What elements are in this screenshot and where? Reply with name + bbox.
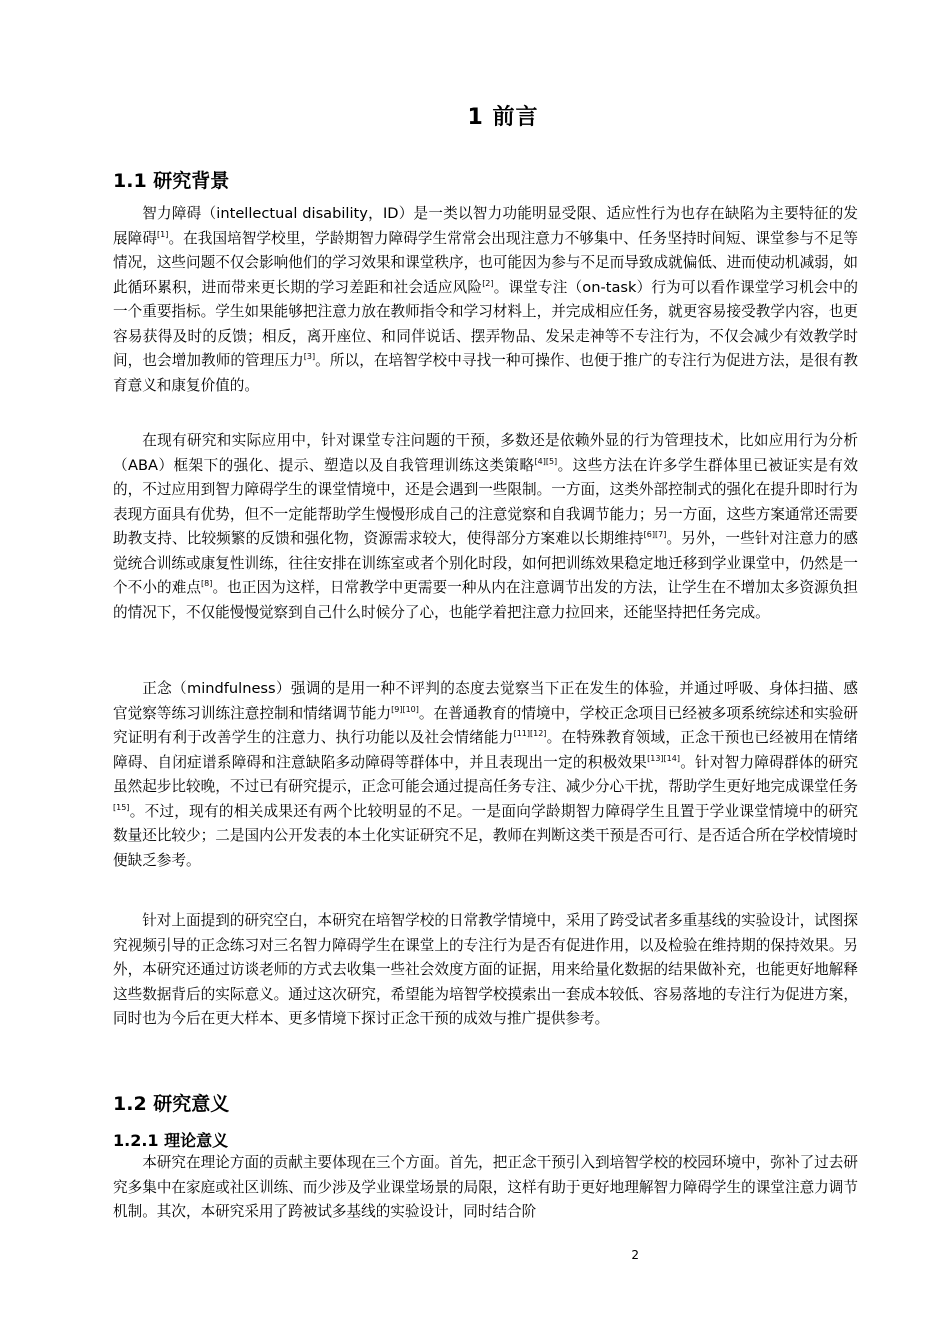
paragraph-text: 智力障碍（intellectual disability，ID）是一类以智力功能明显受限、适应性行为也存在缺陷为主要特征的发展障碍 [113,205,858,247]
paragraph-background-4: 针对上面提到的研究空白，本研究在培智学校的日常教学情境中，采用了跨受试者多重基线的实验设计，试图探究视频引导的正念练习对三名智力障碍学生在课堂上的专注行为是否有促进作用，以及检验在维持期的保持效果。另外，本研究还通过访谈老师的方式去收集一些社会效度方面的证据，用来给量化数据的结果做补充，也能更好地解释这些数据背后的实际意义。通过这次研究，希望能为培智学校摸索出一套成本较低、容易落地的专注行为促进方案，同时也为今后在更大样本、更多情境下探讨正念干预的成效与推广提供参考。 [113,912,858,1027]
citation: [1] [157,229,169,239]
paragraph-text: 。在我国培智学校里，学龄期智力障碍学生常常会出现注意力不够集中、任务坚持时间短、课堂参与不足等情况，这些问题不仅会影响他们的学习效果和课堂秩序，也可能因为参与不足而导致成就偏低、进而使动机减弱，如此循环累积，进而带来更长期的学习差距和社会适应风险 [113,229,858,296]
section-heading-research-background: 1.1 研究背景 [113,170,230,192]
paragraph-text: 。所以，在培智学校中寻找一种可操作、也便于推广的专注行为促进方法，是很有教育意义和康复价值的。 [113,352,858,394]
paragraph-text: 在现有研究和实际应用中，针对课堂专注问题的干预，多数还是依赖外显的行为管理技术，比如应用行为分析（ABA）框架下的强化、提示、塑造以及自我管理训练这类策略 [113,432,858,474]
citation: [8] [201,579,213,589]
paragraph-text: 。不过，现有的相关成果还有两个比较明显的不足。一是面向学龄期智力障碍学生且置于学业课堂情境中的研究数量还比较少；二是国内公开发表的本土化实证研究不足，教师在判断这类干预是否可行、是否适合所在学校情境时便缺乏参考。 [113,802,858,869]
paragraph-text: 。在普通教育的情境中，学校正念项目已经被多项系统综述和实验研究证明有利于改善学生的注意力、执行功能以及社会情绪能力 [113,704,858,746]
citation: [4][5] [534,456,558,466]
citation: [6][7] [643,530,667,540]
paragraph-text: 。也正因为这样，日常教学中更需要一种从内在注意调节出发的方法，让学生在不增加太多资源负担的情况下，不仅能慢慢觉察到自己什么时候分了心，也能学着把注意力拉回来，还能坚持把任务完成。 [113,579,858,621]
paragraph-text: 正念（mindfulness）强调的是用一种不评判的态度去觉察当下正在发生的体验，并通过呼吸、身体扫描、感官觉察等练习训练注意控制和情绪调节能力 [113,680,858,722]
paragraph-text: 。在特殊教育领域，正念干预也已经被用在情绪障碍、自闭症谱系障碍和注意缺陷多动障碍等群体中，并且表现出一定的积极效果 [113,729,858,771]
document-page [113,0,858,1344]
citation: [9][10] [391,704,419,714]
citation: [11][12] [513,729,547,739]
paragraph-background-3 [113,677,858,873]
paragraph-background-2 [113,429,858,625]
citation: [2] [482,278,494,288]
paragraph-text: 。针对智力障碍群体的研究虽然起步比较晚，不过已有研究提示，正念可能会通过提高任务专注、减少分心干扰，帮助学生更好地完成课堂任务 [113,753,858,795]
paragraph-text: 。课堂专注（on-task）行为可以看作课堂学习机会中的一个重要指标。学生如果能够把注意力放在教师指令和学习材料上，并完成相应任务，就更容易接受教学内容，也更容易获得及时的反馈；相反，离开座位、和同伴说话、摆弄物品、发呆走神等不专注行为，不仅会减少有效教学时间，也会增加教师的管理压力 [113,278,858,369]
paragraph-theoretical-significance: 本研究在理论方面的贡献主要体现在三个方面。首先，把正念干预引入到培智学校的校园环境中，弥补了过去研究多集中在家庭或社区训练、而少涉及学业课堂场景的局限，这样有助于更好地理解智力障碍学生的课堂注意力调节机制。其次，本研究采用了跨被试多基线的实验设计，同时结合阶 [113,1154,858,1220]
paragraph-text: 。另外，一些针对注意力的感觉统合训练或康复性训练，往往安排在训练室或者个别化时段，如何把训练效果稳定地迁移到学业课堂中，仍然是一个不小的难点 [113,530,858,596]
section-heading-research-significance: 1.2 研究意义 [113,1093,230,1115]
citation: [13][14] [647,753,680,763]
chapter-title: 1 前言 [467,105,539,130]
citation: [15] [113,802,130,812]
citation: [3] [303,352,316,362]
paragraph-text: 。这些方法在许多学生群体里已被证实是有效的，不过应用到智力障碍学生的课堂情境中，还是会遇到一些限制。一方面，这类外部控制式的强化在提升即时行为表现方面具有优势，但不一定能帮助学生慢慢形成自己的注意觉察和自我调节能力；另一方面，这些方案通常还需要助教支持、比较频繁的反馈和强化物，资源需求较大，使得部分方案难以长期维持 [113,456,858,547]
paragraph-background-1 [113,202,858,398]
page-number: 2 [631,1248,639,1262]
subsection-heading-theoretical-significance: 1.2.1 理论意义 [113,1131,229,1150]
